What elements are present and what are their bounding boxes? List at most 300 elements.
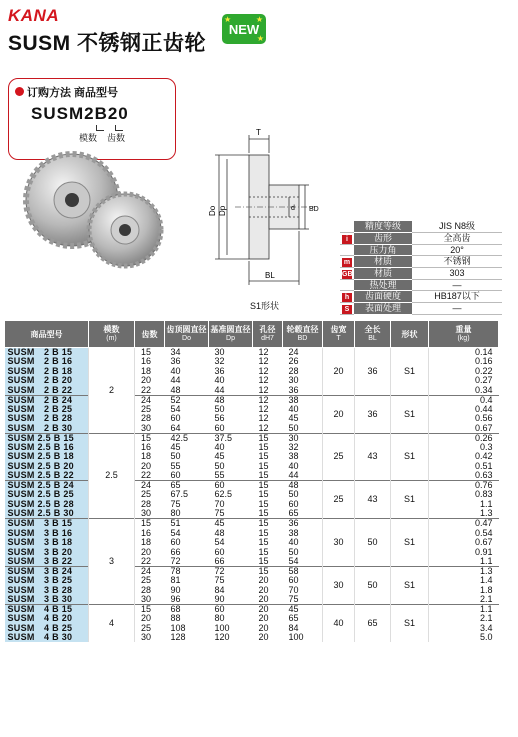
spec-row xyxy=(340,302,502,314)
cell-bd: 36 xyxy=(288,385,299,395)
col-header-shape: 形状 xyxy=(391,321,429,348)
cell-dp: 56 xyxy=(214,414,225,424)
cell-code: SUSM 4 B 25 xyxy=(5,623,89,633)
cell-dp: 75 xyxy=(214,575,225,586)
cell-bore: 15 xyxy=(253,433,283,443)
col-header-teeth: 齿数 xyxy=(135,321,165,348)
cell-bore: 15 xyxy=(258,471,269,481)
cell-teeth: 15 xyxy=(135,348,165,358)
cell-code: SUSM 3 B 30 xyxy=(5,595,89,605)
cell-weight: 0.44 xyxy=(474,404,493,414)
cell-dp: 60 xyxy=(209,481,253,491)
cell-teeth: 20 xyxy=(141,547,152,557)
spec-row xyxy=(340,232,502,244)
cell-code: SUSM 4 B 30 xyxy=(5,633,89,643)
dim-label-bl: BL xyxy=(265,271,275,280)
cell-bore: 15 xyxy=(253,481,283,491)
cell-bore: 12 xyxy=(258,385,269,395)
cell-shape: S1 xyxy=(391,604,429,642)
col-header-code: 商品型号 xyxy=(5,321,89,348)
spec-name: 压力角 xyxy=(354,244,412,255)
cell-bore: 20 xyxy=(258,632,269,643)
cell-code: SUSM 2.5 B 15 xyxy=(5,433,89,443)
cell-dp: 60 xyxy=(209,604,253,614)
cell-weight: 3.4 xyxy=(479,623,493,633)
cell-code: SUSM 2.5 B 20 xyxy=(5,462,89,472)
cell-bore: 12 xyxy=(258,414,269,424)
spec-row xyxy=(340,244,502,255)
cell-bd: 65 xyxy=(288,613,299,624)
cell-teeth: 18 xyxy=(141,366,152,376)
spec-name: 齿形 xyxy=(354,232,412,244)
cell-dp: 48 xyxy=(214,528,225,538)
cell-dp: 32 xyxy=(214,357,225,367)
cell-code: SUSM 3 B 18 xyxy=(5,538,89,548)
cell-bd: 38 xyxy=(283,395,323,405)
cell-do: 36 xyxy=(170,357,181,367)
cell-dp: 70 xyxy=(214,499,225,509)
cell-code: SUSM 2 B 18 xyxy=(5,367,89,377)
cell-teeth: 20 xyxy=(141,613,152,624)
cell-bore: 20 xyxy=(258,613,269,624)
cell-teeth: 22 xyxy=(141,471,152,481)
cell-code: SUSM 4 B 20 xyxy=(5,614,89,624)
spec-row xyxy=(340,290,502,302)
spec-key-icon xyxy=(340,244,354,255)
cell-length: 50 xyxy=(355,519,391,567)
cell-bd: 40 xyxy=(288,404,299,414)
cell-teeth: 30 xyxy=(141,423,152,433)
spec-name: 齿面硬度 xyxy=(354,290,412,302)
cell-shape: S1 xyxy=(391,348,429,396)
cell-do: 34 xyxy=(165,348,209,358)
cell-bore: 12 xyxy=(253,395,283,405)
cell-width: 25 xyxy=(323,481,355,519)
spec-key-icon xyxy=(340,279,354,290)
cell-bd: 45 xyxy=(283,604,323,614)
cell-code: SUSM 2 B 16 xyxy=(5,357,89,367)
new-badge xyxy=(222,14,266,44)
spec-key-icon: GB xyxy=(340,267,354,279)
cell-do: 88 xyxy=(170,613,181,624)
cell-bd: 32 xyxy=(288,442,299,452)
spec-key-icon: h xyxy=(340,290,354,302)
order-label: 订购方法 商品型号 xyxy=(27,87,119,99)
col-header-bd: 轮毂直径 BD xyxy=(283,321,323,348)
page-title: SUSM 不锈钢正齿轮 xyxy=(8,32,207,55)
star-icon: ★ xyxy=(256,34,264,43)
dim-label-bd: BD xyxy=(309,206,319,213)
cell-do: 40 xyxy=(170,366,181,376)
dim-label-do: Do xyxy=(208,205,217,216)
cell-length: 43 xyxy=(355,481,391,519)
dim-label-dp: Dp xyxy=(218,205,227,216)
cell-weight: 1.3 xyxy=(429,566,499,576)
cell-dp: 45 xyxy=(209,519,253,529)
cell-dp: 62.5 xyxy=(214,490,233,500)
cell-weight: 2.1 xyxy=(479,613,493,624)
cell-code: SUSM 3 B 22 xyxy=(5,557,89,567)
table-row xyxy=(5,519,499,529)
cell-code: SUSM 2.5 B 22 xyxy=(5,471,89,481)
cell-bore: 15 xyxy=(253,566,283,576)
cell-weight: 0.63 xyxy=(474,471,493,481)
cell-dp: 90 xyxy=(214,594,225,604)
spec-key-icon: S xyxy=(340,302,354,314)
cell-teeth: 25 xyxy=(141,623,152,633)
cell-bore: 20 xyxy=(258,594,269,604)
cell-bd: 50 xyxy=(288,490,299,500)
cell-bd: 30 xyxy=(288,376,299,386)
spec-key-icon: m xyxy=(340,255,354,267)
cell-dp: 30 xyxy=(209,348,253,358)
cell-bd: 60 xyxy=(288,575,299,586)
col-header-length: 全长 BL xyxy=(355,321,391,348)
drawing-caption: S1形状 xyxy=(250,301,280,311)
cell-width: 40 xyxy=(323,604,355,642)
spec-value: JIS N8级 xyxy=(412,221,502,232)
table-row xyxy=(5,481,499,491)
cell-length: 50 xyxy=(355,566,391,604)
cell-bore: 12 xyxy=(253,348,283,358)
cell-width: 20 xyxy=(323,348,355,396)
cell-teeth: 30 xyxy=(141,594,152,604)
cell-bore: 15 xyxy=(258,442,269,452)
cell-bore: 12 xyxy=(258,404,269,414)
cell-teeth: 28 xyxy=(141,585,152,595)
cell-dp: 37.5 xyxy=(209,433,253,443)
cell-code: SUSM 2.5 B 24 xyxy=(5,481,89,491)
cell-weight: 0.56 xyxy=(474,414,493,424)
cell-bore: 12 xyxy=(258,366,269,376)
cell-code: SUSM 2 B 25 xyxy=(5,405,89,415)
cell-shape: S1 xyxy=(391,519,429,567)
cell-bd: 36 xyxy=(283,519,323,529)
cell-code: SUSM 2.5 B 16 xyxy=(5,443,89,453)
dimension-drawing xyxy=(205,125,325,295)
cell-module: 4 xyxy=(89,604,135,642)
cell-bd: 40 xyxy=(288,537,299,548)
cell-teeth: 30 xyxy=(141,509,152,519)
cell-code: SUSM 2 B 28 xyxy=(5,414,89,424)
cell-shape: S1 xyxy=(391,395,429,433)
cell-code: SUSM 3 B 20 xyxy=(5,547,89,557)
cell-bd: 50 xyxy=(288,423,299,433)
cell-weight: 1.8 xyxy=(479,585,493,595)
cell-weight: 0.83 xyxy=(474,490,493,500)
cell-do: 60 xyxy=(170,471,181,481)
gear-photo xyxy=(20,150,170,275)
cell-weight: 1.1 xyxy=(429,604,499,614)
col-header-dp: 基准圆直径 Dp xyxy=(209,321,253,348)
cell-teeth: 20 xyxy=(141,376,152,386)
cell-code: SUSM 3 B 16 xyxy=(5,528,89,538)
product-table xyxy=(4,320,499,642)
cell-bd: 75 xyxy=(288,594,299,604)
order-code: SUSM2B20 xyxy=(31,104,129,123)
cell-dp: 40 xyxy=(214,442,225,452)
cell-dp: 60 xyxy=(214,547,225,557)
cell-teeth: 16 xyxy=(141,528,152,538)
cell-code: SUSM 3 B 28 xyxy=(5,585,89,595)
cell-length: 65 xyxy=(355,604,391,642)
cell-bd: 30 xyxy=(283,433,323,443)
cell-code: SUSM 4 B 15 xyxy=(5,604,89,614)
cell-weight: 0.22 xyxy=(474,366,493,376)
cell-bd: 48 xyxy=(283,481,323,491)
cell-weight: 5.0 xyxy=(479,632,493,643)
cell-teeth: 25 xyxy=(141,404,152,414)
cell-weight: 2.1 xyxy=(479,594,493,604)
cell-do: 108 xyxy=(170,623,186,633)
spec-value: 全高齿 xyxy=(412,232,502,244)
cell-code: SUSM 3 B 15 xyxy=(5,519,89,529)
spec-name: 材质 xyxy=(354,267,412,279)
cell-module: 2 xyxy=(89,348,135,434)
cell-dp: 36 xyxy=(214,366,225,376)
brand-logo: KANA xyxy=(8,6,60,25)
cell-length: 36 xyxy=(355,395,391,433)
spec-name: 热处理 xyxy=(354,279,412,290)
cell-shape: S1 xyxy=(391,433,429,481)
star-icon: ★ xyxy=(224,15,232,24)
cell-do: 96 xyxy=(170,594,181,604)
cell-bd: 38 xyxy=(288,452,299,462)
cell-bd: 45 xyxy=(288,414,299,424)
cell-dp: 50 xyxy=(214,461,225,471)
cell-bore: 20 xyxy=(258,575,269,586)
cell-teeth: 15 xyxy=(135,433,165,443)
spec-value: 303 xyxy=(412,267,502,279)
cell-do: 80 xyxy=(170,509,181,519)
cell-bd: 24 xyxy=(283,348,323,358)
col-header-do: 齿顶圆直径 Do xyxy=(165,321,209,348)
dim-label-d: d xyxy=(291,205,295,212)
cell-do: 66 xyxy=(170,547,181,557)
cell-weight: 0.51 xyxy=(474,461,493,471)
cell-bd: 38 xyxy=(288,528,299,538)
cell-weight: 0.67 xyxy=(474,537,493,548)
cell-length: 36 xyxy=(355,348,391,396)
cell-do: 72 xyxy=(170,556,181,566)
spec-row xyxy=(340,221,502,232)
spec-value: 不锈钢 xyxy=(412,255,502,267)
cell-bd: 100 xyxy=(288,632,304,643)
cell-do: 44 xyxy=(170,376,181,386)
cell-do: 67.5 xyxy=(170,490,189,500)
cell-do: 60 xyxy=(170,537,181,548)
cell-weight: 1.1 xyxy=(479,499,493,509)
cell-code: SUSM 2.5 B 30 xyxy=(5,509,89,519)
cell-weight: 0.76 xyxy=(429,481,499,491)
cell-do: 55 xyxy=(170,461,181,471)
cell-bore: 15 xyxy=(258,537,269,548)
order-method-box xyxy=(8,78,176,160)
col-header-weight: 重量 (kg) xyxy=(429,321,499,348)
cell-shape: S1 xyxy=(391,481,429,519)
cell-weight: 0.4 xyxy=(429,395,499,405)
cell-dp: 55 xyxy=(214,471,225,481)
cell-bd: 58 xyxy=(283,566,323,576)
table-row xyxy=(5,604,499,614)
cell-do: 64 xyxy=(170,423,181,433)
spec-table xyxy=(340,221,502,315)
cell-do: 42.5 xyxy=(165,433,209,443)
cell-width: 30 xyxy=(323,566,355,604)
cell-weight: 0.54 xyxy=(474,528,493,538)
cell-bore: 12 xyxy=(258,357,269,367)
cell-do: 45 xyxy=(170,442,181,452)
col-header-bore: 孔径 dH7 xyxy=(253,321,283,348)
cell-bore: 12 xyxy=(258,376,269,386)
cell-bore: 12 xyxy=(258,423,269,433)
cell-weight: 0.3 xyxy=(479,442,493,452)
cell-bore: 15 xyxy=(258,528,269,538)
cell-width: 25 xyxy=(323,433,355,481)
cell-code: SUSM 3 B 24 xyxy=(5,566,89,576)
module-callout: 模数 xyxy=(79,133,98,143)
cell-teeth: 24 xyxy=(135,395,165,405)
cell-bd: 65 xyxy=(288,509,299,519)
cell-bore: 15 xyxy=(258,509,269,519)
cell-bd: 50 xyxy=(288,547,299,557)
spec-key-icon: i xyxy=(340,232,354,244)
bullet-icon xyxy=(15,87,24,96)
cell-dp: 54 xyxy=(214,537,225,548)
cell-do: 75 xyxy=(170,499,181,509)
cell-code: SUSM 2 B 22 xyxy=(5,386,89,396)
cell-bore: 15 xyxy=(253,519,283,529)
cell-weight: 0.42 xyxy=(474,452,493,462)
cell-bd: 70 xyxy=(288,585,299,595)
cell-do: 68 xyxy=(165,604,209,614)
cell-teeth: 24 xyxy=(135,566,165,576)
spec-name: 精度等级 xyxy=(354,221,412,232)
new-badge-label: NEW xyxy=(228,21,260,37)
cell-dp: 60 xyxy=(214,423,225,433)
cell-weight: 0.14 xyxy=(429,348,499,358)
cell-dp: 66 xyxy=(214,556,225,566)
cell-bore: 15 xyxy=(258,490,269,500)
cell-dp: 40 xyxy=(214,376,225,386)
cell-weight: 1.1 xyxy=(479,556,493,566)
spec-name: 材质 xyxy=(354,255,412,267)
cell-teeth: 15 xyxy=(135,519,165,529)
cell-do: 50 xyxy=(170,452,181,462)
cell-teeth: 18 xyxy=(141,452,152,462)
cell-weight: 0.91 xyxy=(474,547,493,557)
cell-code: SUSM 3 B 25 xyxy=(5,576,89,586)
cell-dp: 84 xyxy=(214,585,225,595)
cell-code: SUSM 2 B 24 xyxy=(5,395,89,405)
cell-bd: 60 xyxy=(288,499,299,509)
cell-width: 30 xyxy=(323,519,355,567)
spec-key-icon xyxy=(340,221,354,232)
cell-bore: 15 xyxy=(258,556,269,566)
cell-shape: S1 xyxy=(391,566,429,604)
teeth-callout: 齿数 xyxy=(107,133,126,143)
cell-do: 54 xyxy=(170,404,181,414)
cell-teeth: 22 xyxy=(141,385,152,395)
table-row xyxy=(5,433,499,443)
cell-code: SUSM 2 B 15 xyxy=(5,348,89,358)
cell-teeth: 25 xyxy=(141,575,152,586)
small-gear-image xyxy=(89,194,161,266)
cell-bore: 15 xyxy=(258,461,269,471)
cell-bore: 20 xyxy=(258,623,269,633)
cell-weight: 0.34 xyxy=(474,385,493,395)
cell-do: 52 xyxy=(165,395,209,405)
cell-weight: 0.47 xyxy=(429,519,499,529)
spec-row xyxy=(340,279,502,290)
cell-width: 20 xyxy=(323,395,355,433)
cell-dp: 100 xyxy=(214,623,230,633)
cell-weight: 0.26 xyxy=(429,433,499,443)
cell-bd: 28 xyxy=(288,366,299,376)
cell-teeth: 28 xyxy=(141,414,152,424)
spec-value: HB187以下 xyxy=(412,290,502,302)
cell-teeth: 28 xyxy=(141,499,152,509)
cell-do: 60 xyxy=(170,414,181,424)
cell-dp: 44 xyxy=(214,385,225,395)
cell-bore: 20 xyxy=(253,604,283,614)
cell-module: 3 xyxy=(89,519,135,605)
cell-teeth: 20 xyxy=(141,461,152,471)
cell-dp: 75 xyxy=(214,509,225,519)
cell-teeth: 30 xyxy=(141,632,152,643)
cell-bd: 54 xyxy=(288,556,299,566)
dim-label-t: T xyxy=(256,128,261,137)
cell-bd: 84 xyxy=(288,623,299,633)
cell-code: SUSM 2 B 30 xyxy=(5,424,89,434)
cell-code: SUSM 2.5 B 25 xyxy=(5,490,89,500)
spec-value: — xyxy=(412,279,502,290)
cell-teeth: 22 xyxy=(141,556,152,566)
cell-weight: 0.16 xyxy=(474,357,493,367)
cell-do: 54 xyxy=(170,528,181,538)
col-header-width: 齿宽 T xyxy=(323,321,355,348)
table-row xyxy=(5,395,499,405)
cell-code: SUSM 2.5 B 28 xyxy=(5,500,89,510)
spec-value: — xyxy=(412,302,502,314)
col-header-module: 模数 (m) xyxy=(89,321,135,348)
callout-line xyxy=(96,125,104,131)
cell-do: 78 xyxy=(165,566,209,576)
cell-do: 81 xyxy=(170,575,181,586)
cell-do: 90 xyxy=(170,585,181,595)
cell-teeth: 25 xyxy=(141,490,152,500)
cell-bore: 15 xyxy=(258,499,269,509)
cell-dp: 80 xyxy=(214,613,225,624)
cell-code: SUSM 2 B 20 xyxy=(5,376,89,386)
cell-bore: 15 xyxy=(258,547,269,557)
cell-dp: 50 xyxy=(214,404,225,414)
cell-bore: 15 xyxy=(258,452,269,462)
cell-code: SUSM 2.5 B 18 xyxy=(5,452,89,462)
spec-value: 20° xyxy=(412,244,502,255)
cell-length: 43 xyxy=(355,433,391,481)
table-row xyxy=(5,566,499,576)
cell-teeth: 16 xyxy=(141,357,152,367)
table-row xyxy=(5,348,499,358)
cell-weight: 1.4 xyxy=(479,575,493,586)
cell-weight: 0.27 xyxy=(474,376,493,386)
cell-teeth: 16 xyxy=(141,442,152,452)
cell-teeth: 18 xyxy=(141,537,152,548)
cell-do: 48 xyxy=(170,385,181,395)
cell-teeth: 24 xyxy=(135,481,165,491)
cell-dp: 120 xyxy=(214,632,230,643)
